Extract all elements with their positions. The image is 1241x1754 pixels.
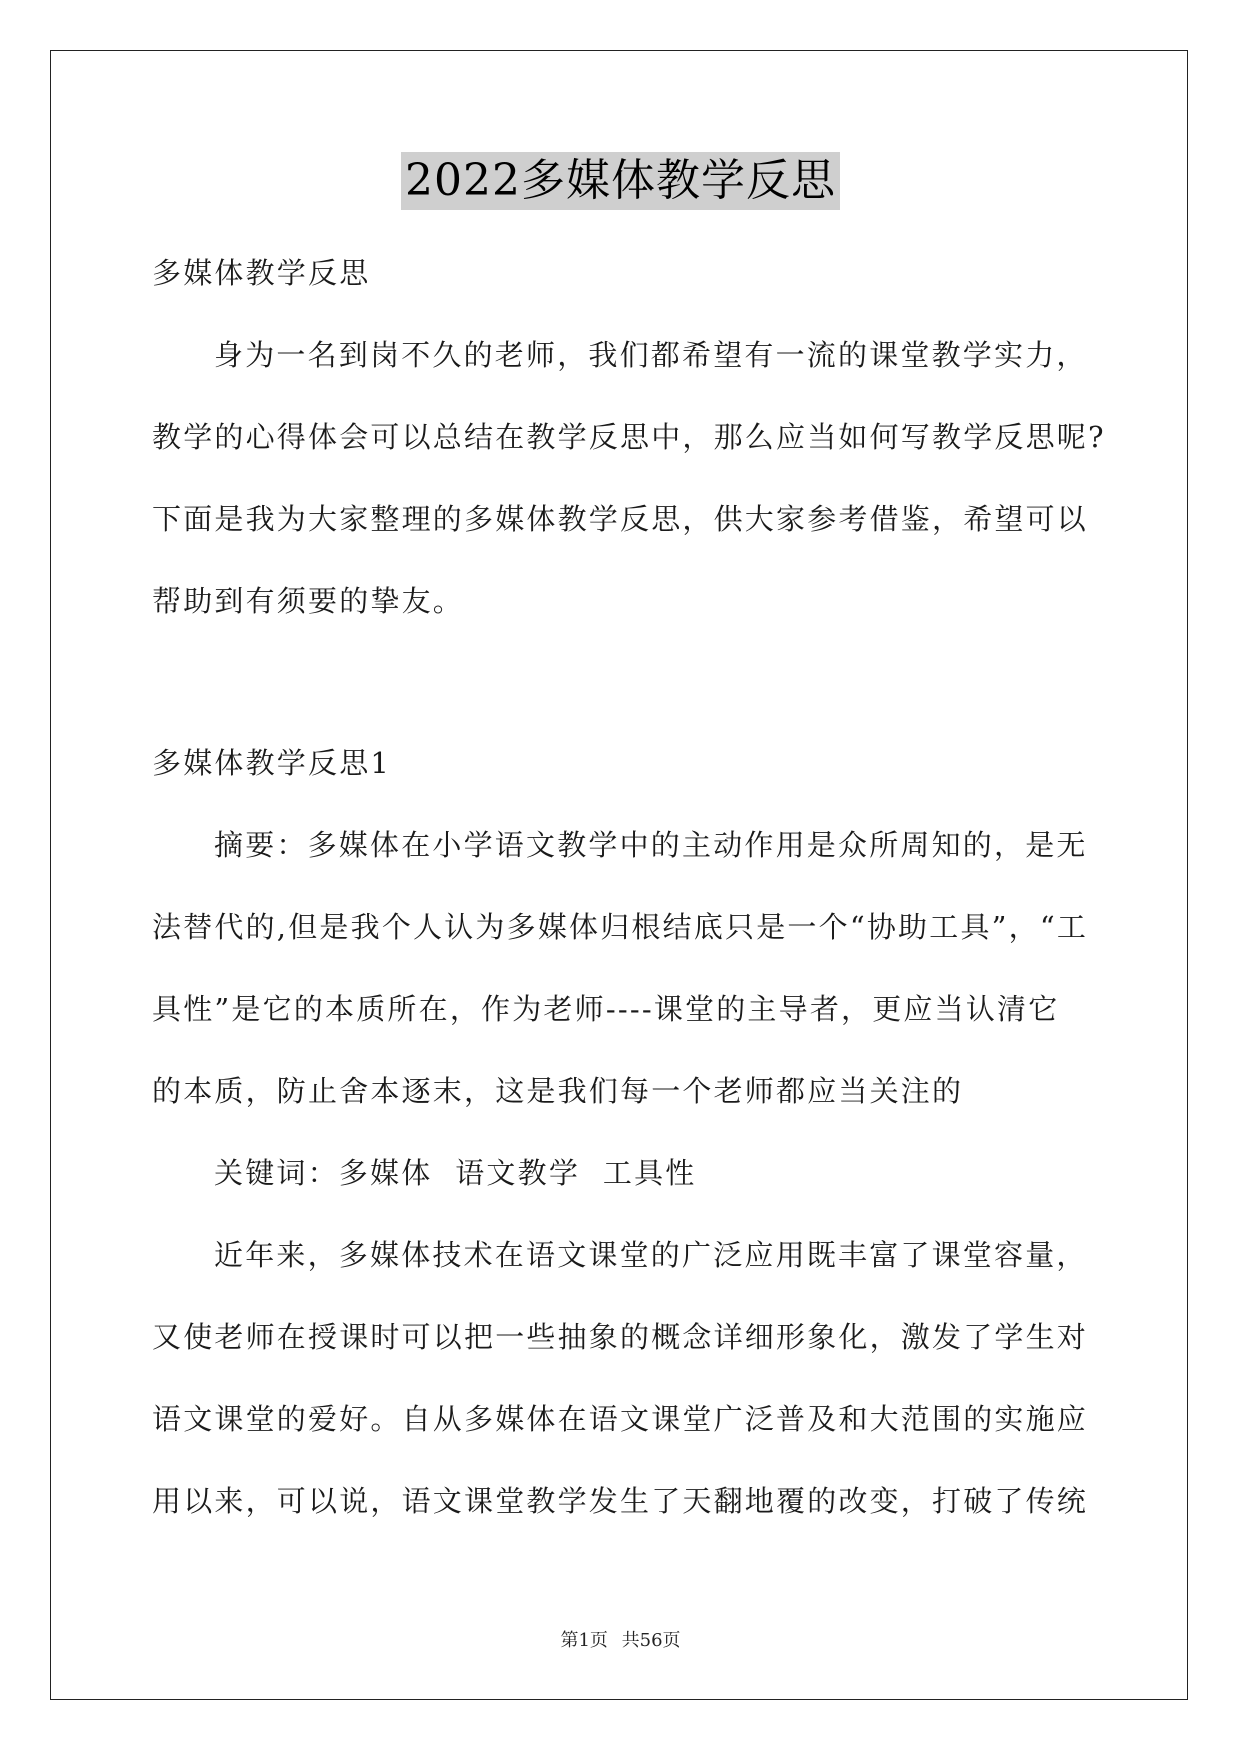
paragraph-gap: [152, 642, 1102, 722]
document-body: [152, 232, 1106, 1542]
abstract-line-2: 法替代的,但是我个人认为多媒体归根结底只是一个“协助工具”，“工: [152, 910, 1089, 944]
body-line-3: 语文课堂的爱好。自从多媒体在语文课堂广泛普及和大范围的实施应: [152, 1402, 1089, 1436]
abstract-line-1: 摘要：多媒体在小学语文教学中的主动作用是众所周知的，是无: [214, 828, 1088, 862]
subtitle: 多媒体教学反思: [152, 256, 371, 290]
abstract-line-3: 具性”是它的本质所在，作为老师----课堂的主导者，更应当认清它: [152, 992, 1060, 1026]
intro-line-4: 帮助到有须要的挚友。: [152, 584, 465, 618]
page-number: 第1页: [560, 1630, 608, 1651]
abstract-line-4: 的本质，防止舍本逐末，这是我们每一个老师都应当关注的: [152, 1074, 964, 1108]
title-container: [0, 152, 1241, 210]
page-footer: [0, 1626, 1241, 1652]
document-title: 2022多媒体教学反思: [401, 152, 840, 210]
body-line-1: 近年来，多媒体技术在语文课堂的广泛应用既丰富了课堂容量，: [214, 1238, 1088, 1272]
intro-line-2: 教学的心得体会可以总结在教学反思中，那么应当如何写教学反思呢?: [152, 420, 1106, 454]
intro-line-1: 身为一名到岗不久的老师，我们都希望有一流的课堂教学实力，: [214, 338, 1088, 372]
page-total: 共56页: [621, 1630, 681, 1651]
body-line-2: 又使老师在授课时可以把一些抽象的概念详细形象化，激发了学生对: [152, 1320, 1089, 1354]
body-line-4: 用以来，可以说，语文课堂教学发生了天翻地覆的改变，打破了传统: [152, 1484, 1089, 1518]
section-heading: 多媒体教学反思1: [152, 746, 392, 780]
intro-line-3: 下面是我为大家整理的多媒体教学反思，供大家参考借鉴，希望可以: [152, 502, 1089, 536]
keywords-line: 关键词：多媒体 语文教学 工具性: [214, 1156, 697, 1190]
